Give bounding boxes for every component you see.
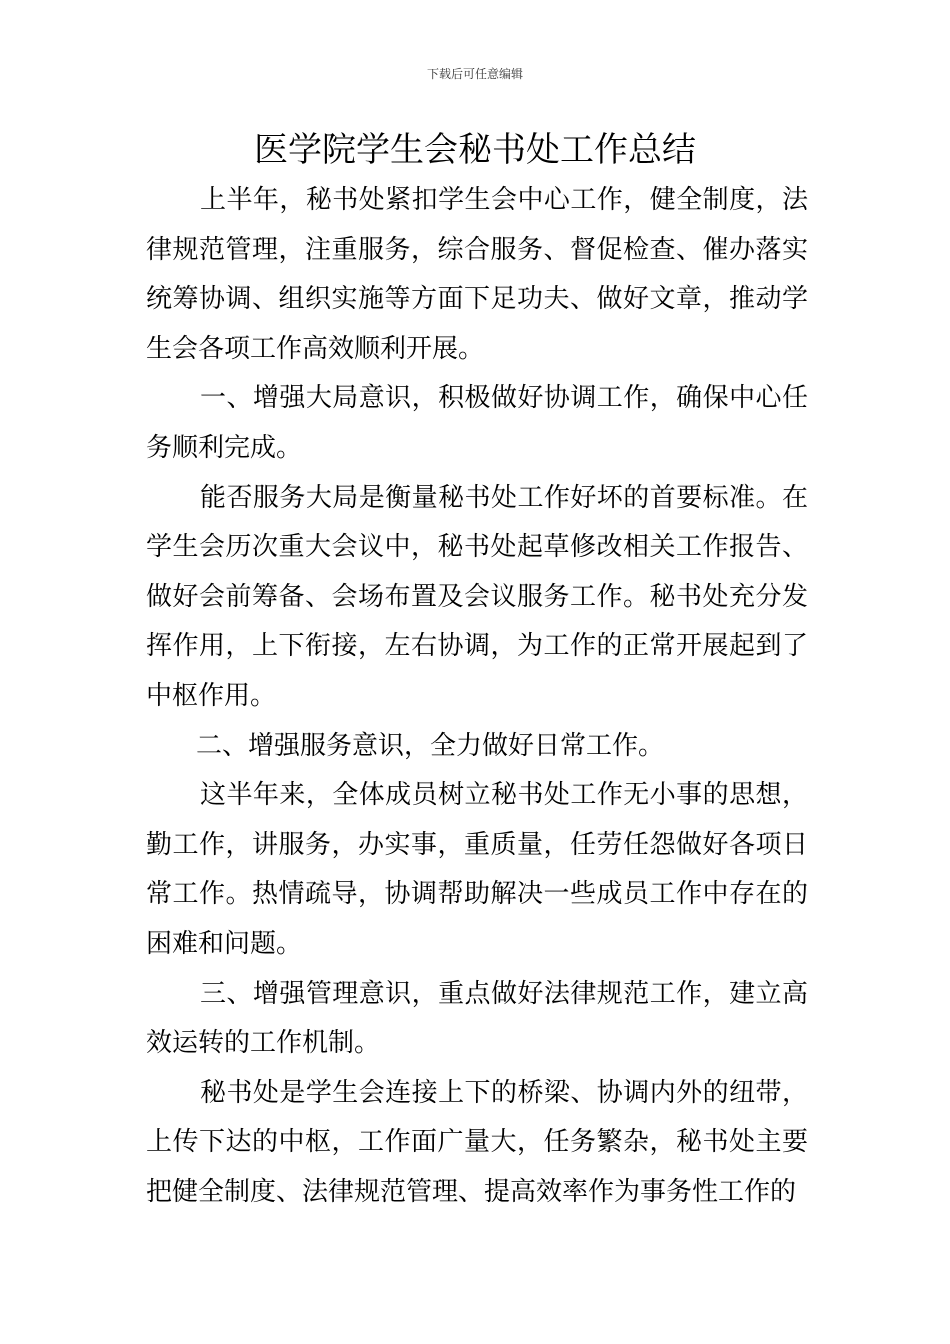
- section-heading-1: 一、增强大局意识，积极做好协调工作，确保中心任务顺利完成。: [146, 383, 808, 463]
- header-note: 下载后可任意编辑: [426, 67, 523, 81]
- paragraph-intro: 上半年，秘书处紧扣学生会中心工作，健全制度，法律规范管理，注重服务，综合服务、督促检查、催办落实统筹协调、组织实施等方面下足功夫、做好文章，推动学生会各项工作高效顺利开展。: [146, 185, 808, 364]
- section-heading-3: 三、增强管理意识，重点做好法律规范工作，建立高效运转的工作机制。: [146, 978, 808, 1059]
- document-body: [146, 176, 808, 1217]
- paragraph-section-2: 这半年来，全体成员树立秘书处工作无小事的思想，勤工作，讲服务，办实事，重质量，任劳任怨做好各项日常工作。热情疏导，协调帮助解决一些成员工作中存在的困难和问题。: [146, 780, 808, 959]
- section-heading-2: 二、增强服务意识，全力做好日常工作。: [196, 730, 665, 761]
- document-title: 医学院学生会秘书处工作总结: [254, 130, 696, 170]
- paragraph-section-1: 能否服务大局是衡量秘书处工作好坏的首要标准。在学生会历次重大会议中，秘书处起草修改相关工作报告、做好会前筹备、会场布置及会议服务工作。秘书处充分发挥作用，上下衔接，左右协调，为工作的正常开展起到了中枢作用。: [146, 482, 808, 711]
- paragraph-section-3: 秘书处是学生会连接上下的桥梁、协调内外的纽带，上传下达的中枢，工作面广量大，任务繁杂，秘书处主要把健全制度、法律规范管理、提高效率作为事务性工作的: [146, 1077, 808, 1207]
